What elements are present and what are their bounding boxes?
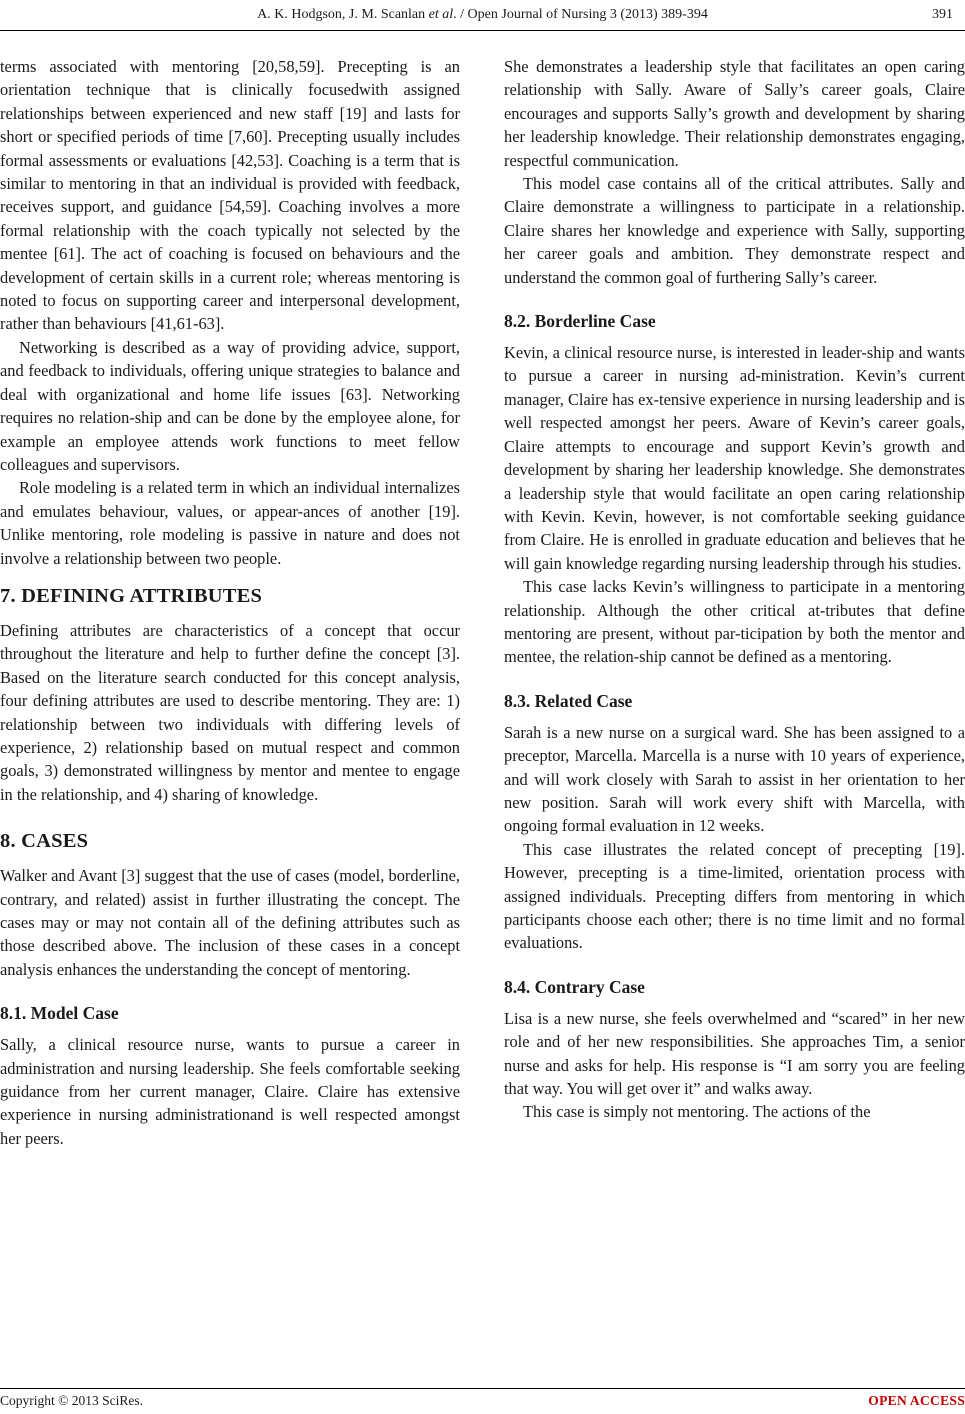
subsection-heading-related-case: 8.3. Related Case	[504, 690, 633, 711]
running-header	[0, 0, 965, 40]
footer-open-access: OPEN ACCESS	[868, 1393, 965, 1408]
header-et-al: et al	[428, 7, 454, 22]
header-journal: . / Open Journal of Nursing 3 (2013) 389-394	[453, 7, 708, 22]
paragraph: Defining attributes are characteristics of a concept that occur throughout the literature and help to further define the concept [3]. Based on the literature search conducted for this concept analysis, four defining attributes are used to describe mentoring. They are: 1) relationship between two individuals with differing levels of experience, 2) relationship based on mutual respect and common goals, 3) demonstrated willingness by mentor and mentee to engage in the relationship, and 4) sharing of knowledge.	[0, 620, 460, 804]
paragraph: Kevin, a clinical resource nurse, is interested in leader-ship and wants to pursue a career in nursing ad-ministration. Kevin’s current manager, Claire has ex-tensive experience in nursing leadership and is well respected amongst her peers. Aware of Kevin’s career goals, Claire attempts to encourage and support Kevin’s growth and development by sharing her leadership knowledge. She demonstrates a leadership style that would facilitate an open caring relationship with Kevin. Kevin, however, is not comfortable seeking guidance from Claire. He is enrolled in graduate education and believes that he will gain knowledge regarding nursing leadership through his studies.	[504, 343, 965, 573]
running-header-citation	[0, 6, 965, 24]
paragraph: Walker and Avant [3] suggest that the use of cases (model, borderline, contrary, and related) assist in further illustrating the concept. The cases may or may not contain all of the defining attributes such as those described above. The inclusion of these cases in a concept analysis enhances the understanding the concept of mentoring.	[0, 866, 460, 979]
subsection-heading-borderline-case: 8.2. Borderline Case	[504, 311, 656, 332]
left-column	[0, 55, 460, 1150]
paragraph: Networking is described as a way of providing advice, support, and feedback to individuals, offering unique strategies to balance and deal with organizational and home life issues [63]. Networking requires no relation-ship and can be done by the employee alone, for example an employee attends work functions to meet fellow colleagues and supervisors.	[0, 337, 460, 474]
paragraph: This case is simply not mentoring. The actions of the	[523, 1102, 871, 1122]
paragraph: She demonstrates a leadership style that facilitates an open caring relationship with Sally. Aware of Sally’s career goals, Claire encourages and supports Sally’s growth and development by sharing her leadership knowledge. Their relationship demonstrates engaging, respectful communication.	[504, 57, 965, 170]
right-column	[504, 55, 965, 1124]
footer-copyright: Copyright © 2013 SciRes.	[0, 1393, 144, 1408]
header-authors: A. K. Hodgson, J. M. Scanlan	[257, 7, 429, 22]
paragraph: terms associated with mentoring [20,58,59]. Precepting is an orientation technique that is clinically focusedwith assigned relationships between experienced and new staff [19] and lasts for short or specified periods of time [7,60]. Precepting usually includes formal assessments or evaluations [42,53]. Coaching is a term that is similar to mentoring in that an individual is provided with feedback, receives support, and guidance [54,59]. Coaching involves a more formal relationship with the coach typically not selected by the mentee [61]. The act of coaching is focused on behaviours and the development of certain skills in a current role; whereas mentoring is noted to focus on supporting career and interpersonal development, rather than behaviours [41,61-63].	[0, 57, 460, 334]
paragraph: Sally, a clinical resource nurse, wants to pursue a career in administration and nursing leadership. She feels comfortable seeking guidance from her current manager, Claire. Claire has extensive experience in nursing administrationand is well respected amongst her peers.	[0, 1035, 460, 1148]
subsection-heading-contrary-case: 8.4. Contrary Case	[504, 976, 645, 997]
page-number: 391	[932, 7, 953, 22]
paragraph: Lisa is a new nurse, she feels overwhelmed and “scared” in her new role and of her new responsibilities. She approaches Tim, a senior nurse and asks for help. His response is “I am sorry you are feeling that way. You will get over it” and walks away.	[504, 1008, 965, 1099]
paragraph: Role modeling is a related term in which an individual internalizes and emulates behaviour, values, or appear-ances of another [19]. Unlike mentoring, role modeling is passive in nature and does not involve a relationship between two people.	[0, 478, 460, 568]
subsection-heading-model-case: 8.1. Model Case	[0, 1003, 119, 1024]
section-heading-cases: 8. CASES	[0, 830, 89, 853]
footer-rule	[0, 1388, 965, 1389]
paragraph: This case illustrates the related concept of precepting [19]. However, precepting is a time-limited, orientation process with assigned individuals. Precepting differs from mentoring in which participants choose each other; there is no time limit and no formal evaluations.	[504, 839, 965, 953]
paragraph: This model case contains all of the critical attributes. Sally and Claire demonstrate a willingness to participate in a relationship. Claire shares her knowledge and experience with Sally, supporting her career goals and ambition. They demonstrate respect and understand the common goal of furthering Sally’s career.	[504, 174, 965, 287]
header-rule	[0, 30, 965, 31]
paragraph: Sarah is a new nurse on a surgical ward. She has been assigned to a preceptor, Marcella. Marcella is a nurse with 10 years of experience, and will work closely with Sarah to assist in her orientation to her new position. Sarah will work every shift with Marcella, with ongoing formal evaluation in 12 weeks.	[504, 722, 965, 836]
paragraph: This case lacks Kevin’s willingness to participate in a mentoring relationship. Although the other critical at-tributes that define mentoring are present, without par-ticipation by both the mentor and mentee, the relation-ship cannot be defined as a mentoring.	[504, 577, 965, 667]
section-heading-defining-attributes: 7. DEFINING ATTRIBUTES	[0, 584, 263, 607]
